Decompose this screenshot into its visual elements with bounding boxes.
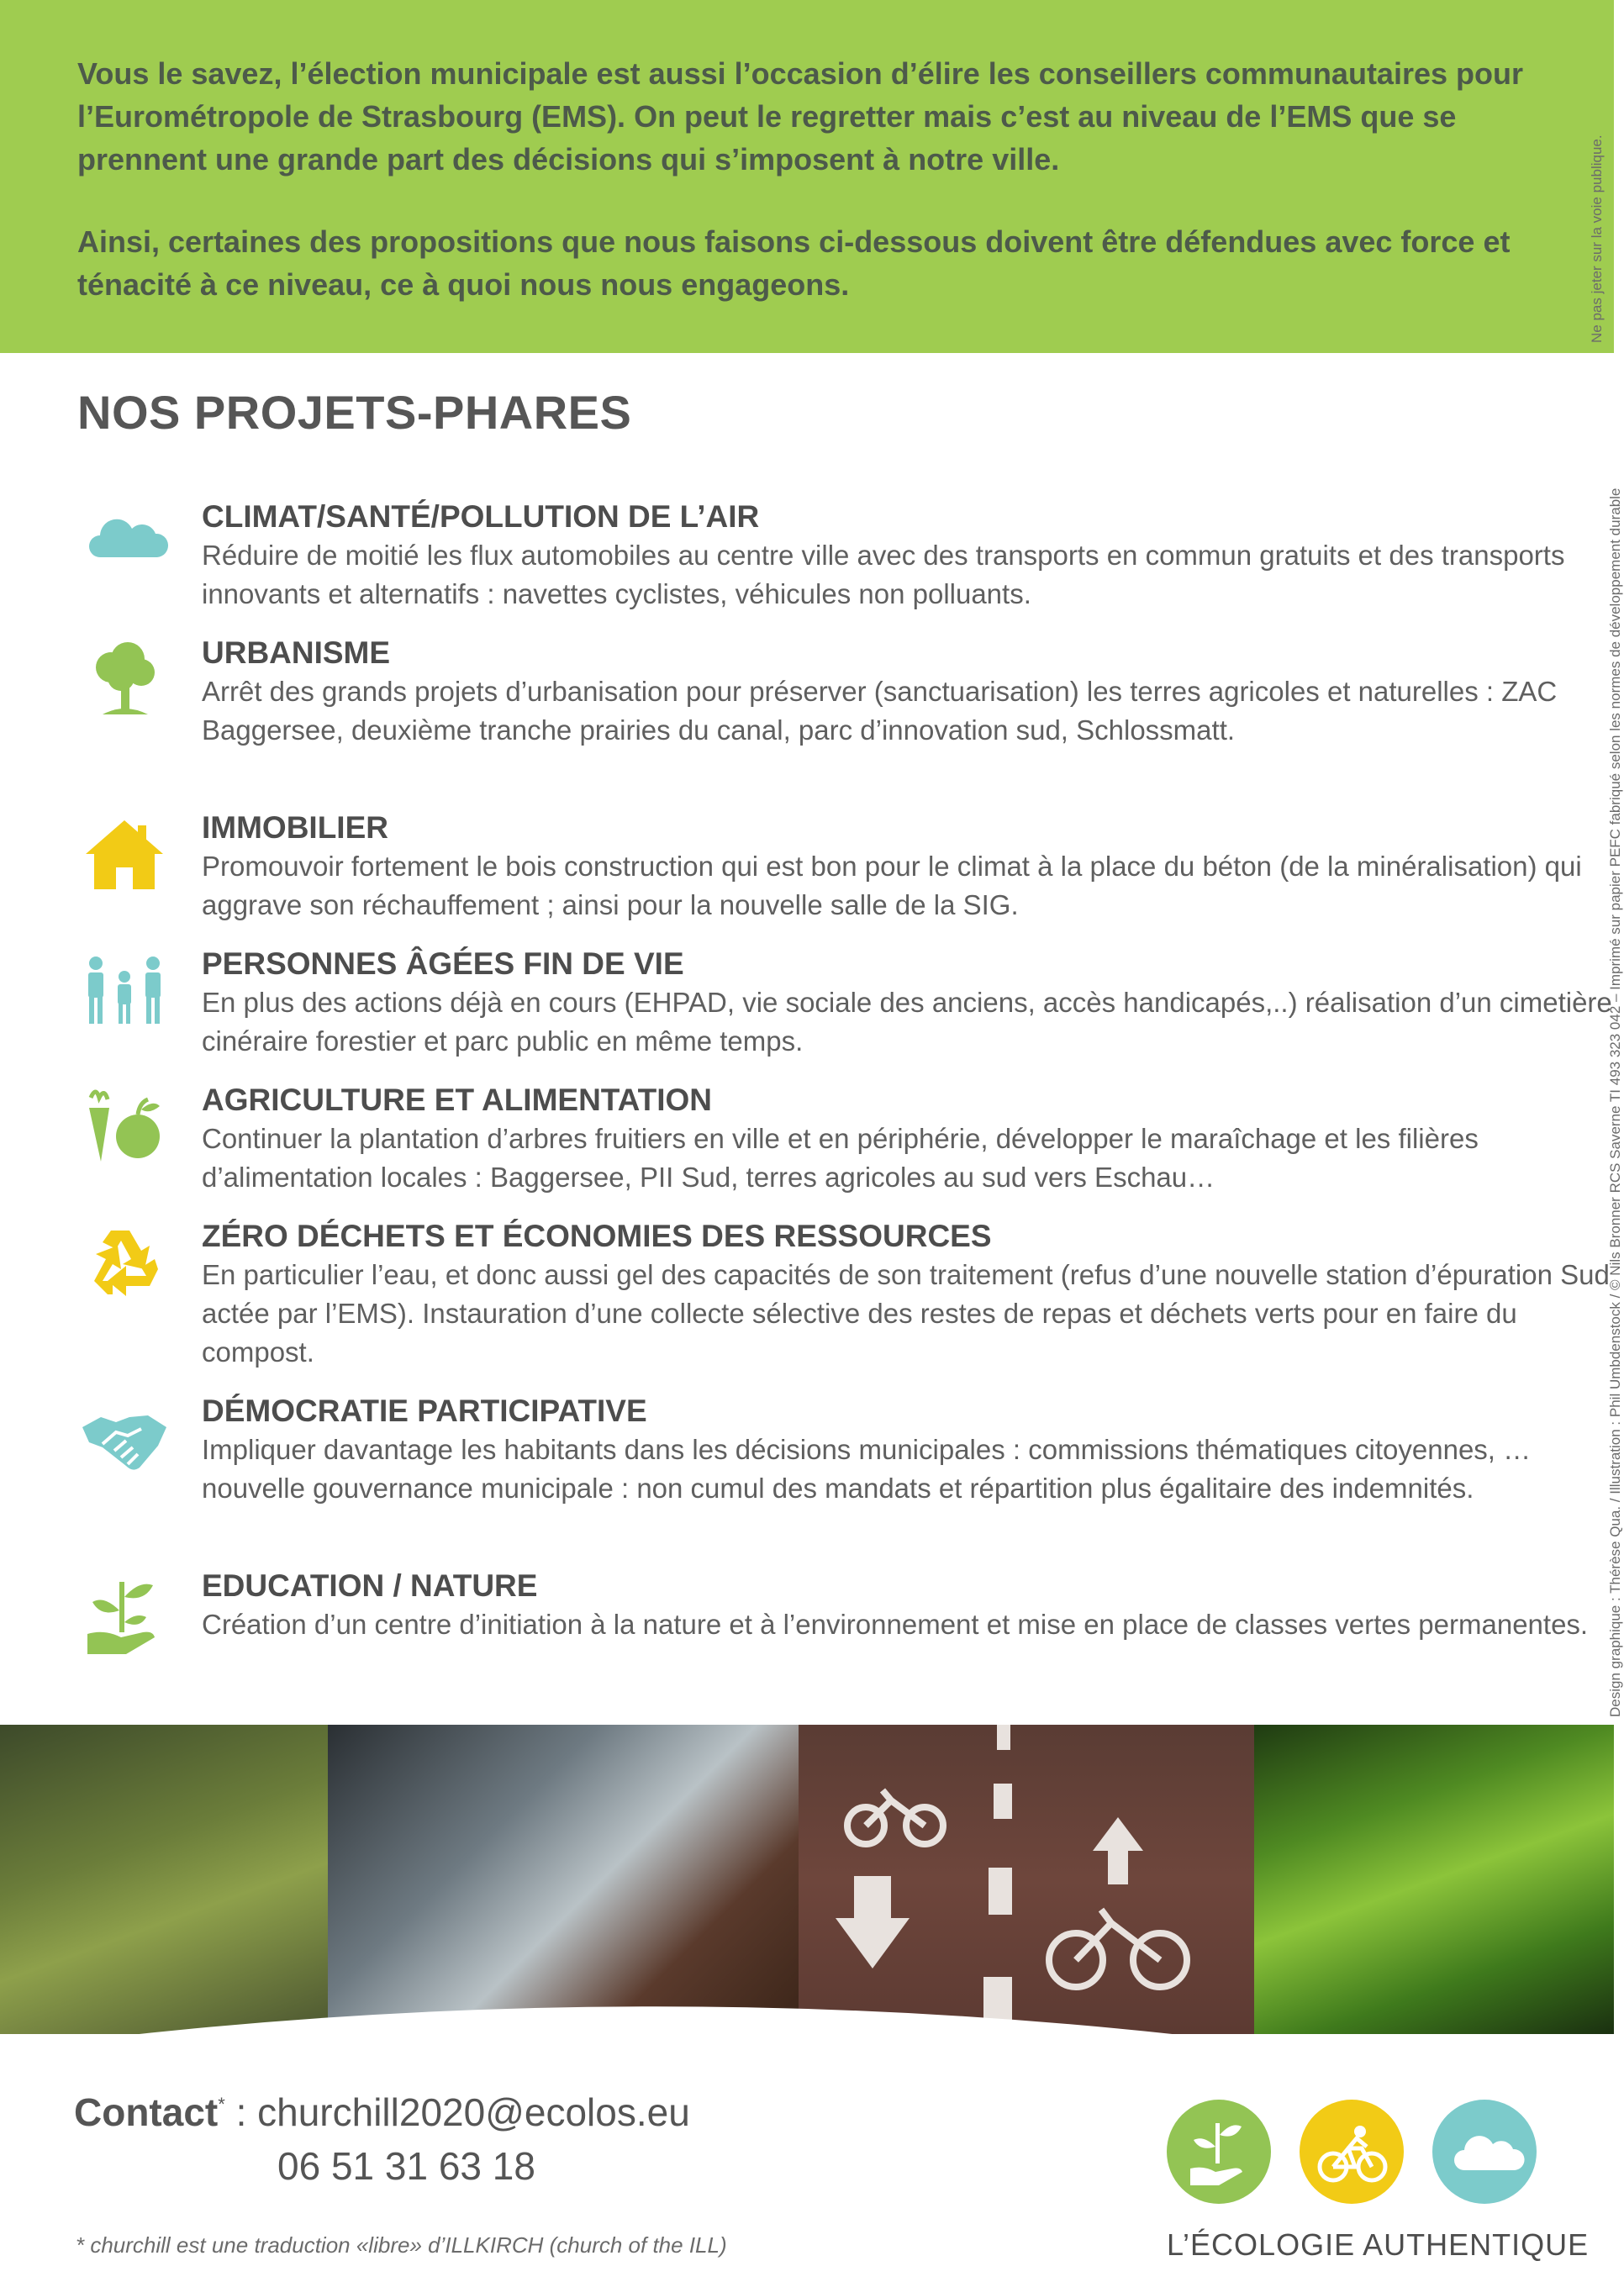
project-text: En plus des actions déjà en cours (EHPAD, vie sociale des anciens, accès handicapés,..) réalisation d’un cimetière cinéraire forestier et parc public en même temps. [202,987,1612,1057]
project-text: Impliquer davantage les habitants dans les décisions municipales : commissions thématiques citoyennes, …nouvelle gouvernance municipale : non cumul des mandats et répartition plus égalitaire des indemnités. [202,1434,1532,1504]
brand-circle-sprout [1167,2100,1271,2204]
project-text: Réduire de moitié les flux automobiles au centre ville avec des transports en commun gratuits et des transports innovants et alternatifs : navettes cyclistes, véhicules non polluants. [202,540,1565,609]
project-title: URBANISME [202,635,391,670]
project-text: Création d’un centre d’initiation à la nature et à l’environnement et mise en place de classes vertes permanentes. [202,1609,1589,1640]
carrot-apple-icon [77,1081,171,1175]
contact-marker: * [218,2094,225,2115]
project-text: En particulier l’eau, et donc aussi gel des capacités de son traitement (refus d’une nouvelle station d’épuration Sud actée par l’EMS). Instauration d’une collecte sélective des restes de repas et déchets verts pour en faire du compost. [202,1259,1610,1368]
project-title: PERSONNES ÂGÉES FIN DE VIE [202,946,684,981]
tree-icon [77,634,171,728]
house-icon [77,809,171,903]
project-title: ZÉRO DÉCHETS ET ÉCONOMIES DES RESSOURCES [202,1219,992,1253]
project-title: CLIMAT/SANTÉ/POLLUTION DE L’AIR [202,499,760,534]
project-title: AGRICULTURE ET ALIMENTATION [202,1083,713,1117]
project-text: Arrêt des grands projets d’urbanisation pour préserver (sanctuarisation) les terres agricoles et naturelles : ZAC Baggersee, deuxième tranche prairies du canal, parc d’innovation sud, Schlossmatt. [202,676,1558,746]
intro-paragraph-1: Vous le savez, l’élection municipale est aussi l’occasion d’élire les conseillers communautaires pour l’Eurométropole de Strasbourg (EMS). On peut le regretter mais c’est au niveau de l’EMS que se prennent une grande part des décisions qui s’imposent à notre ville. [77,56,1523,177]
cyclist-icon [1300,2100,1404,2204]
cloud-icon [77,498,171,592]
section-heading: NOS PROJETS-PHARES [77,386,632,439]
intro-banner [0,0,1614,353]
contact-label: Contact [74,2090,219,2134]
project-title: EDUCATION / NATURE [202,1568,538,1603]
intro-paragraph-2: Ainsi, certaines des propositions que nous faisons ci-dessous doivent être défendues avec force et ténacité à ce niveau, ce à quoi nous nous engageons. [77,224,1511,302]
project-text: Continuer la plantation d’arbres fruitiers en ville et en périphérie, développer le maraîchage et les filières d’alimentation locales : Baggersee, PII Sud, terres agricoles au sud vers Eschau… [202,1123,1479,1193]
side-note-bottom: Design graphique : Thérèse Qua. / Illustration : Phil Umbdenstock / © Nils Bronner RCS Saverne TI 493 323 042 – Imprimé sur papier PEFC fabriqué selon les normes de développement durable [1607,487,1623,1717]
brand-tagline: L’ÉCOLOGIE AUTHENTIQUE [1167,2227,1590,2262]
contact-phone[interactable]: 06 51 31 63 18 [277,2144,535,2188]
family-icon [77,945,171,1039]
project-text: Promouvoir fortement le bois construction qui est bon pour le climat à la place du béton (de la minéralisation) qui aggrave son réchauffement ; ainsi pour la nouvelle salle de la SIG. [202,851,1582,920]
sprout-hand-icon [1167,2100,1271,2204]
brand-circle-cyclist [1300,2100,1404,2204]
contact-separator: : [224,2090,258,2134]
project-title: IMMOBILIER [202,810,388,845]
cloud-icon [1432,2100,1537,2204]
contact-line [74,2090,690,2135]
brand-circle-cloud [1432,2100,1537,2204]
project-title: DÉMOCRATIE PARTICIPATIVE [202,1394,647,1428]
handshake-icon [77,1392,171,1486]
recycle-icon [77,1217,171,1311]
sprout-hand-icon [77,1567,171,1661]
side-note-top: Ne pas jeter sur la voie publique. [1589,134,1605,343]
footnote: * churchill est une traduction «libre» d’ILLKIRCH (church of the ILL) [76,2232,727,2258]
contact-email[interactable]: churchill2020@ecolos.eu [257,2090,690,2134]
